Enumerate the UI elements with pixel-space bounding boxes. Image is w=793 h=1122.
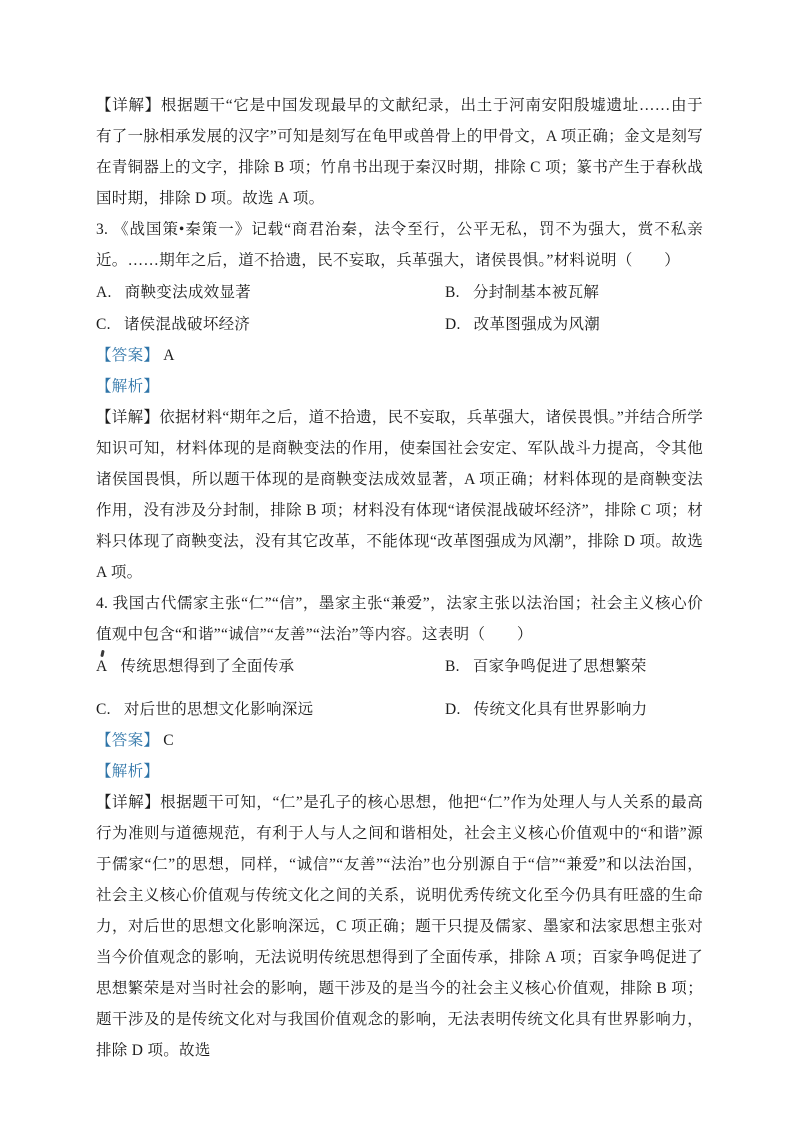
detail-label: 【详解】 — [96, 409, 160, 426]
q3-option-c-label: C. — [96, 316, 111, 333]
q4-option-d-text: 传统文化具有世界影响力 — [473, 701, 648, 718]
detail-label: 【详解】 — [96, 97, 161, 114]
q4-detail-text: 根据题干可知，“仁”是孔子的核心思想，他把“仁”作为处理人与人关系的最高行为准则与道德规范，有利于人与人之间和谐相处，社会主义核心价值观中的“和谐”源于儒家“仁”的思想，同样，“诚信”“友善”“法治”也分别源自于“信”“兼爱”和以法治国，社会主义核心价值观与传统文化之间的关系，说明优秀传统文化至今仍具有旺盛的生命力，对后世的思想文化影响深远，C 项正确；题干只提及儒家、墨家和法家思想主张对当今价值观念的影响，无法说明传统思想得到了全面传承，排除 A 项；百家争鸣促进了思想繁荣是对当时社会的影响，题干涉及的是当今的社会主义核心价值观，排除 B 项；题干涉及的是传统文化对与我国价值观念的影响，无法表明传统文化具有世界影响力，排除 D 项。故选 — [96, 794, 703, 1059]
q3-option-c — [96, 309, 445, 340]
q4-options-row-1 — [96, 651, 703, 682]
question-4-stem: 4. 我国古代儒家主张“仁”“信”，墨家主张“兼爱”，法家主张以法治国；社会主义核心价值观中包含“和谐”“诚信”“友善”“法治”等内容。这表明（ ） — [96, 595, 703, 643]
q3-option-a — [96, 277, 445, 308]
q4-analysis-row — [96, 756, 703, 787]
q3-option-a-text: 商鞅变法成效显著 — [124, 284, 252, 301]
q4-option-a — [96, 651, 445, 682]
q3-option-d — [445, 309, 600, 340]
q3-answer-value: A — [163, 347, 175, 364]
q4-answer-row — [96, 725, 703, 756]
q4-option-b-text: 百家争鸣促进了思想繁荣 — [472, 658, 647, 675]
q4-option-c-label: C. — [96, 701, 111, 718]
q3-option-d-label: D. — [445, 316, 461, 333]
q4-option-a-text: 传统思想得到了全面传承 — [120, 658, 295, 675]
answer-label: 【答案】 — [96, 732, 160, 749]
q3-option-c-text: 诸侯混战破坏经济 — [123, 316, 251, 333]
q4-option-d-label: D. — [445, 701, 461, 718]
q3-option-b — [445, 277, 599, 308]
q3-option-b-label: B. — [445, 284, 460, 301]
q4-option-c-text: 对后世的思想文化影响深远 — [123, 701, 314, 718]
q2-detail-text: 根据题干“它是中国发现最早的文献纪录，出土于河南安阳殷墟遗址……由于有了一脉相承发展的汉字”可知是刻写在龟甲或兽骨上的甲骨文，A 项正确；金文是刻写在青铜器上的文字，排除 B 项；竹帛书出现于秦汉时期，排除 C 项；篆书产生于春秋战国时期，排除 D 项。故选 A 项。 — [96, 97, 703, 207]
q3-options-row-1 — [96, 277, 703, 308]
q4-option-b-label: B. — [445, 658, 460, 675]
q4-option-d — [445, 694, 647, 725]
q3-answer-row — [96, 340, 703, 371]
q3-options-row-2 — [96, 309, 703, 340]
answer-label: 【答案】 — [96, 347, 160, 364]
q4-option-c — [96, 694, 445, 725]
detail-label: 【详解】 — [96, 794, 161, 811]
q4-detail-paragraph — [96, 787, 703, 1066]
q3-detail-paragraph — [96, 402, 703, 588]
q3-option-a-label: A. — [96, 284, 112, 301]
q4-option-b — [445, 651, 647, 682]
q3-option-b-text: 分封制基本被瓦解 — [472, 284, 600, 301]
q3-option-d-text: 改革图强成为风潮 — [473, 316, 601, 333]
q4-answer-value: C — [163, 732, 174, 749]
q4-options-row-2 — [96, 694, 703, 725]
analysis-label: 【解析】 — [96, 378, 160, 395]
q4-option-a-label: A — [96, 658, 108, 675]
analysis-label: 【解析】 — [96, 763, 160, 780]
q3-analysis-row — [96, 371, 703, 402]
q2-detail-paragraph — [96, 90, 703, 214]
question-3-stem: 3. 《战国策•秦策一》记载“商君治秦，法令至行，公平无私，罚不为强大，赏不私亲近。……期年之后，道不拾遗，民不妄取，兵革强大，诸侯畏惧。”材料说明（ ） — [96, 221, 703, 269]
q3-detail-text: 依据材料“期年之后，道不拾遗，民不妄取，兵革强大，诸侯畏惧。”并结合所学知识可知，材料体现的是商鞅变法的作用，使秦国社会安定、军队战斗力提高，令其他诸侯国畏惧，所以题干体现的是商鞅变法成效显著，A 项正确；材料体现的是商鞅变法作用，没有涉及分封制，排除 B 项；材料没有体现“诸侯混战破坏经济”，排除 C 项；材料只体现了商鞅变法，没有其它改革，不能体现“改革图强成为风潮”，排除 D 项。故选 A 项。 — [96, 409, 704, 581]
